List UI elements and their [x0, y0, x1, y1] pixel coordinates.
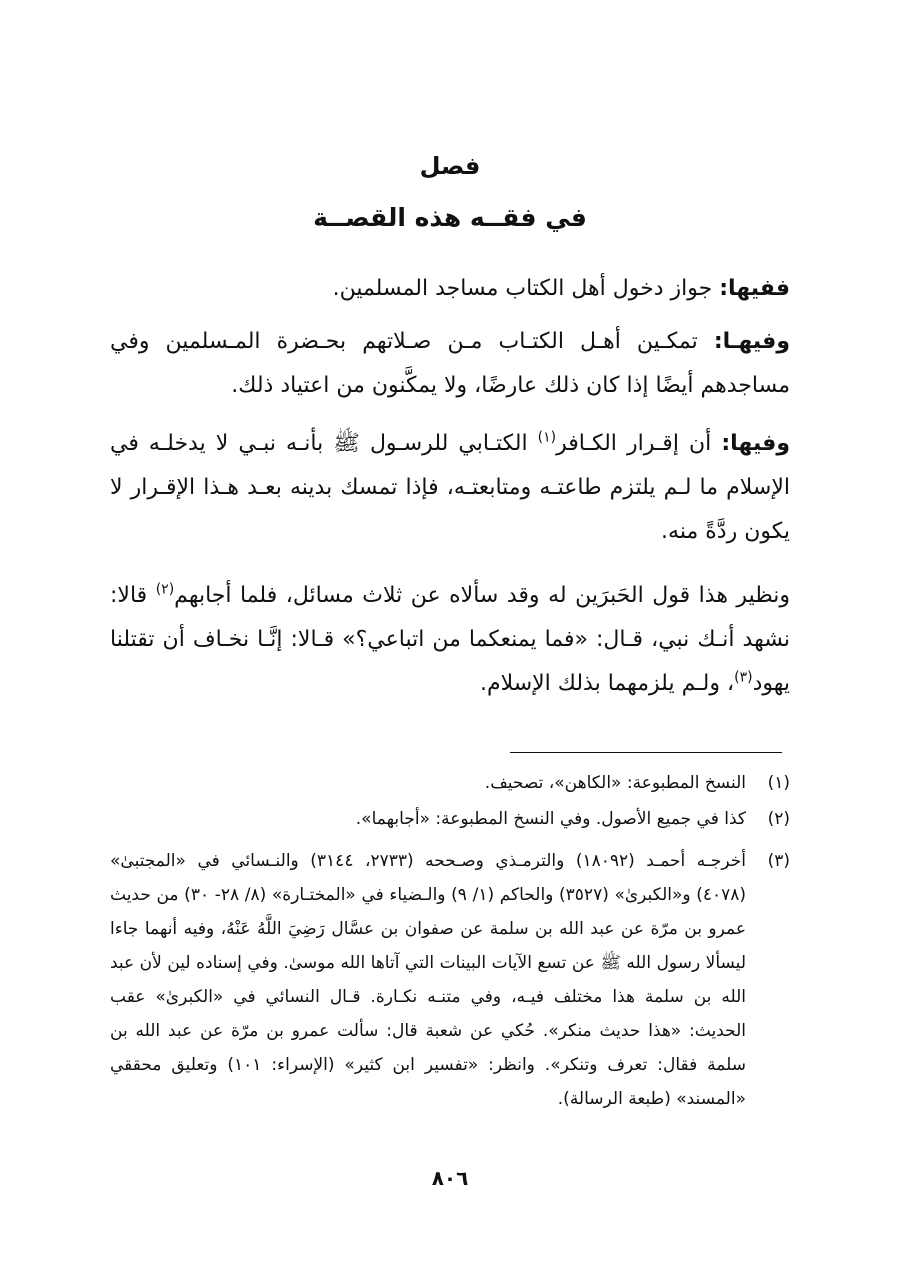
paragraph-text: جواز دخول أهل الكتاب مساجد المسلمين. — [332, 276, 720, 301]
section-subtitle: في فقــه هذه القصــة — [313, 203, 587, 232]
paragraph-lead: وفيها: — [721, 431, 791, 456]
footnote-ref-1[interactable]: (١) — [537, 429, 557, 446]
footnote-ref-2[interactable]: (٢) — [155, 581, 175, 598]
footnote-number: (١) — [767, 773, 790, 793]
paragraph-text: أن إقـرار الكـافر — [556, 431, 722, 456]
footnote-number: (٢) — [767, 809, 790, 829]
footnote-ref-3[interactable]: (٣) — [734, 669, 753, 686]
footnote-number: (٣) — [767, 851, 790, 871]
paragraph-text: تمكـين أهـل الكتـاب مـن صـلاتهم بحـضرة المـسلمين وفي مساجدهم أيضًا إذا كان ذلك عارضًا، ولا يمكَّنون من اعتياد ذلك. — [110, 329, 790, 398]
footnote-2 — [110, 802, 790, 836]
paragraph-1 — [110, 267, 790, 311]
paragraph-3 — [110, 422, 790, 554]
footnote-3 — [110, 844, 790, 1116]
footnote-divider — [510, 752, 782, 753]
section-title: فصل — [419, 152, 481, 180]
paragraph-lead: ففيها: — [719, 276, 790, 301]
footnote-text: أخرجـه أحمـد (١٨٠٩٢) والترمـذي وصـححه (٢٧٣٣، ٣١٤٤) والنـسائي في «المجتبىٰ» (٤٠٧٨) و«الكبرىٰ» (٣٥٢٧) والحاكم (١/ ٩) والـضياء في «المختـارة» (٨/ ٢٨- ٣٠) من حديث عمرو بن مرّة عن عبد الله بن سلمة عن صفوان بن عسَّال رَضِيَ اللَّهُ عَنْهُ، وفيه أنهما جاءا ليسألا رسول الله ﷺ عن تسع الآيات البينات التي آتاها الله موسىٰ. وفي إسناده لين لأن عبد الله بن سلمة هذا مختلف فيـه، وفي متنـه نكـارة. قـال النسائي في «الكبرىٰ» عقب الحديث: «هذا حديث منكر». حُكي عن شعبة قال: سألت عمرو بن مرّة عن عبد الله بن سلمة فقال: تعرف وتنكر». وانظر: «تفسير ابن كثير» (الإسراء: ١٠١) وتعليق محققي «المسند» (طبعة الرسالة). — [110, 851, 747, 1109]
paragraph-text: الكتـابي للرسـول ﷺ بأنـه نبـي لا يدخلـه في الإسلام ما لـم يلتزم طاعتـه ومتابعتـه، فإذا تمسك بدينه بعـد هـذا الإقـرار لا يكون ردَّةً منه. — [110, 431, 790, 544]
footnote-text: كذا في جميع الأصول. وفي النسخ المطبوعة: «أجابهما». — [355, 809, 746, 829]
footnote-text: النسخ المطبوعة: «الكاهن»، تصحيف. — [484, 773, 746, 793]
paragraph-text: ، ولـم يلزمهما بذلك الإسلام. — [479, 671, 735, 696]
footnote-1 — [110, 766, 790, 800]
paragraph-2 — [110, 320, 790, 408]
paragraph-4 — [110, 574, 790, 706]
page-number: ٨٠٦ — [431, 1166, 469, 1190]
paragraph-text: ونظير هذا قول الحَبرَين له وقد سألاه عن ثلاث مسائل، فلما أجابهم — [174, 583, 791, 608]
paragraph-lead: وفيهـا: — [713, 329, 790, 354]
paragraph-text: قالا: نشهد أنـك نبي، قـال: «فما يمنعكما من اتباعي؟» قـالا: إنَّـا نخـاف أن تقتلنا يهود — [110, 583, 790, 696]
